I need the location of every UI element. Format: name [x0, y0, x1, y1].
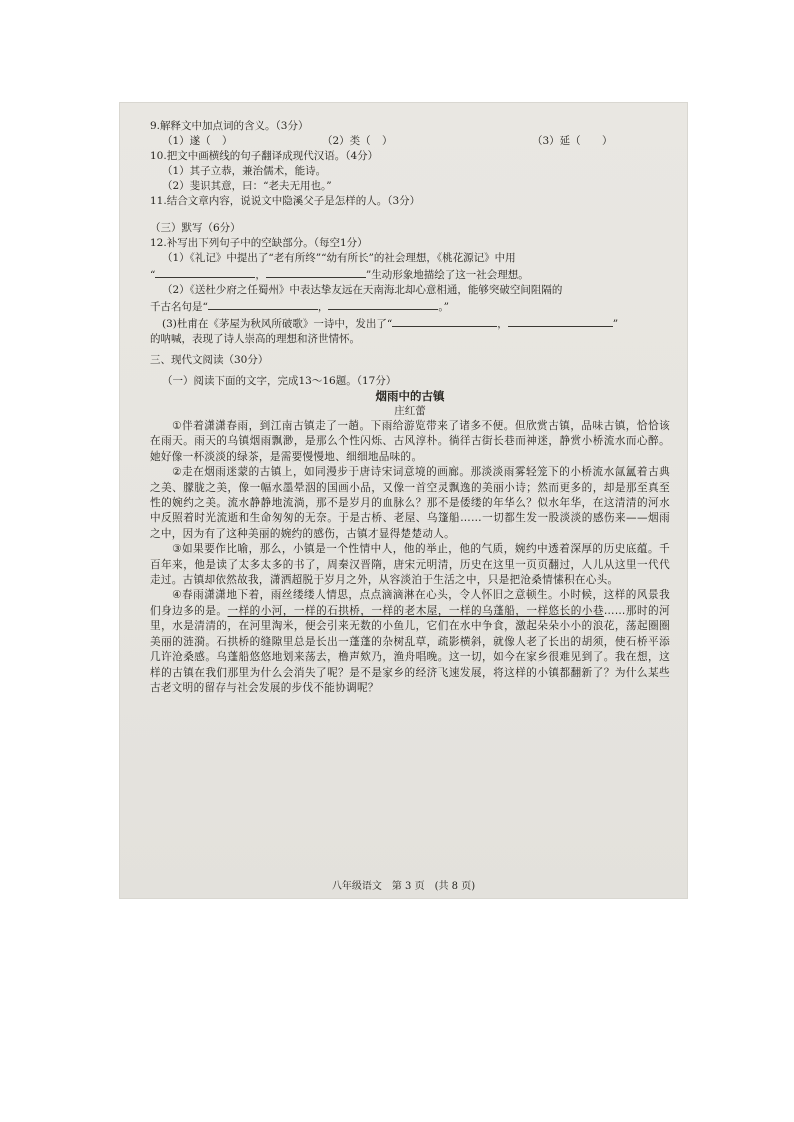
- q11-stem: 11.结合文章内容，说说文中隐溪父子是怎样的人。（3分）: [150, 195, 421, 207]
- blank-6[interactable]: [508, 315, 613, 327]
- part-3-head: 三、现代文阅读（30分）: [150, 354, 269, 366]
- q9-a2-end: ）: [382, 135, 393, 147]
- q12-line3: （2）《送杜少府之任蜀州》中表达挚友远在天南海北却心意相通，能够突破空间阻隔的: [162, 284, 563, 296]
- q12-line4: 千古名句是“ ， 。”: [150, 298, 670, 315]
- q12-stem: 12.补写出下列句子中的空缺部分。（每空1分）: [150, 237, 368, 249]
- article-author: 庄红蕾: [394, 405, 426, 417]
- page-content: [150, 119, 670, 696]
- blank-3[interactable]: [208, 298, 318, 310]
- q12-line5: (3)杜甫在《茅屋为秋风所破歌》一诗中，发出了“ ， ”: [150, 315, 670, 332]
- paragraph-3: ③如果要作比喻，那么，小镇是一个性情中人，他的举止，他的气质，婉约中透着深厚的历史底蕴。千百年来，他是读了太多太多的书了，周秦汉晋隋，唐宋元明清，历史在这里一页页翻过，人儿从这里一代代走过。古镇却依然故我，潇洒超脱于岁月之外，从容淡泊于生活之中，只是把沧桑情愫积在心头。: [150, 543, 670, 587]
- exam-page: [120, 103, 687, 898]
- section-3-head: （三）默写（6分）: [150, 222, 241, 234]
- q9-a3: （3）延（: [532, 135, 581, 147]
- blank-5[interactable]: [392, 315, 497, 327]
- q9-a1-end: ）: [222, 135, 233, 147]
- blank-1[interactable]: [155, 266, 255, 278]
- q9-a1: （1）遂（: [162, 135, 211, 147]
- paragraph-4: ④春雨潇潇地下着，雨丝缕缕人情思，点点滴滴淋在心头，令人怀旧之意顿生。小时候，这样的风景我们身边多的是。一样的小河，一样的石拱桥，一样的老木屋，一样的乌蓬船，一样悠长的小巷……那时的河里，水是清清的，在河里淘米，便会引来无数的小鱼儿，它们在水中争食，激起朵朵小小的浪花，荡起圈圈美丽的涟漪。石拱桥的缝隙里总是长出一蓬蓬的杂树乱草，疏影横斜，就像人老了长出的胡须，使石桥平添几许沧桑感。乌蓬船悠悠地划来荡去，橹声欸乃，渔舟唱晚。这一切，如今在家乡很难见到了。我在想，这样的古镇在我们那里为什么会消失了呢？是不是家乡的经济飞速发展，将这样的小镇都翻新了？为什么某些古老文明的留存与社会发展的步伐不能协调呢？: [150, 589, 670, 694]
- q9-answers: [150, 134, 670, 149]
- article-title: 烟雨中的古镇: [375, 389, 445, 403]
- q10-s1: （1）其子立恭，兼治儒术，能诗。: [162, 165, 327, 177]
- q9-a3-end: ）: [602, 135, 613, 147]
- reading1-intro: （一）阅读下面的文字，完成13～16题。（17分）: [162, 375, 397, 387]
- blank-2[interactable]: [266, 266, 366, 278]
- q10-stem: 10.把文中画横线的句子翻译成现代汉语。（4分）: [150, 150, 379, 162]
- paragraph-2: ②走在烟雨迷蒙的古镇上，如同漫步于唐诗宋词意境的画廊。那淡淡雨雾轻笼下的小桥流水氤氲着古典之美、朦胧之美，像一幅水墨晕洇的国画小品，又像一首空灵飘逸的美丽小诗；然而更多的，却是那至真至性的婉约之美。流水静静地流淌，那不是岁月的血脉么？那不是倭缕的年华么？似水年华，在这清清的河水中反照着时光流逝和生命匆匆的无奈。于是古桥、老屋、乌篷船……一切都生发一股淡淡的感伤来——烟雨之中，因为有了这种美丽的婉约的感伤，古镇才显得楚楚动人。: [150, 466, 670, 540]
- paragraph-1: ①伴着潇潇春雨，到江南古镇走了一趟。下雨给游览带来了诸多不便。但欣赏古镇，品味古镇，恰恰该在雨天。雨天的乌镇烟雨飘渺，是那么个性闪烁、古风淳朴。徜徉古街长巷而神迷，静赏小桥流水而心醉。她好像一杯淡淡的绿茶，是需要慢慢地、细细地品味的。: [150, 420, 670, 463]
- blank-4[interactable]: [328, 298, 438, 310]
- q12-line6: 的呐喊，表现了诗人崇高的理想和济世情怀。: [150, 333, 360, 345]
- page-footer: 八年级语文 第 3 页 (共 8 页): [331, 881, 476, 892]
- underlined-sentence: 一样的小河，一样的石拱桥，一样的老木屋，一样的乌蓬船，一样悠长的小巷: [227, 604, 604, 617]
- q12-line2: “ ， ”生动形象地描绘了这一社会理想。: [150, 266, 670, 283]
- q9-stem: 9.解释文中加点词的含义。（3分）: [150, 120, 309, 132]
- q9-a2: （2）类（: [322, 135, 371, 147]
- q12-line1: （1）《礼记》中提出了“老有所终”“幼有所长”的社会理想，《桃花源记》中用: [162, 252, 516, 264]
- q10-s2: （2）斐识其意，曰：“老夫无用也。”: [162, 180, 332, 192]
